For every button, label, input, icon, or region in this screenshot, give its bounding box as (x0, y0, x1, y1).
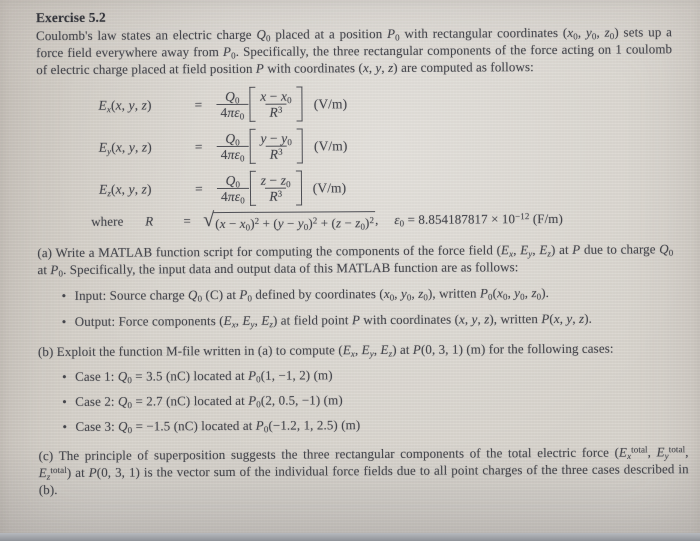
radical-sign: √ (203, 209, 215, 232)
left-bracket (249, 87, 255, 122)
fraction-denominator: $4\pi\varepsilon_0$ (217, 188, 249, 204)
equation-row-ez (99, 167, 671, 207)
part-b-paragraph: (b) Exploit the function M-file written in (a) to compute ($E_x$, $E_y$, $E_z$) at P(0, 3, 1) (m) for the following cases: (37, 340, 614, 359)
equation-lhs: $E_z(x$, y, z) (98, 180, 152, 198)
bullet-icon: • (62, 393, 67, 409)
case-item-3 (62, 414, 672, 435)
inner-fraction (256, 89, 296, 120)
bullet-icon: • (61, 313, 67, 329)
equals-sign: = (195, 180, 203, 196)
equation-lhs: $E_x(x$, y, z) (98, 96, 152, 114)
inner-fraction (257, 173, 295, 204)
fraction-numerator: $x - x_0$ (260, 88, 292, 106)
where-definition-row (91, 209, 671, 232)
epsilon-definition: $\varepsilon_0 = 8.854187817 \times 10^{-12}$ (F/m) (394, 210, 563, 229)
exercise-title: Exercise 5.2 (35, 9, 106, 26)
part-b-cases (38, 364, 672, 435)
bullet-icon: • (62, 368, 67, 384)
right-bracket (296, 171, 302, 206)
fraction-numerator: $y - y_0$ (260, 130, 292, 148)
case-item-1 (62, 364, 672, 385)
fraction-denominator: $R^3$ (265, 104, 286, 120)
unit-label: (V/m) (312, 179, 347, 195)
unit-label: (V/m) (313, 95, 348, 111)
right-bracket (297, 87, 303, 122)
bullet-text: Input: Source charge $Q_0$ (C) at $P_0$ defined by coordinates ($x_0$, $y_0$, $z_0$), written $P_0(x_0$, $y_0$, $z_0$). (74, 284, 550, 304)
paper-bottom-edge (0, 533, 700, 541)
part-c-paragraph: (c) The principle of superposition suggests the three rectangular components of the total electric force ($E_x^{total}$, $E_y^{total}$, $E_z^{total}$) at P(0, 3, 1) is the vector sum of the individual force fields due to all point charges of the three cases described in (b). (38, 443, 689, 497)
left-bracket (250, 171, 256, 206)
part-a-paragraph: (a) Write a MATLAB function script for computing the components of the force field ($E_x$, $E_y$, $E_z$) at P due to charge $Q_0$ at $P_0$. Specifically, the input data and output data of this MATLAB function are as follows: (37, 240, 674, 279)
intro-paragraph: Coulomb's law states an electric charge $Q_0$ placed at a position $P_0$ with rectangular coordinates ($x_0$, $y_0$, $z_0$) sets up a force field everywhere away from $P_0$. Specifically, the three rectangular components of the force acting on 1 coulomb of electric charge placed at field position P with coordinates (x, y, z) are computed as follows: (35, 24, 673, 78)
coefficient-fraction (217, 131, 249, 162)
radicand: $(x - x_0)^2 + (y - y_0)^2 + (z - z_0)^2$ (213, 211, 375, 231)
equation-row-ey (99, 125, 671, 165)
inner-fraction (256, 131, 296, 162)
bullet-item-output (62, 309, 672, 330)
fraction-denominator: $4\pi\varepsilon_0$ (217, 146, 249, 162)
fraction-numerator: $z - z_0$ (260, 172, 291, 190)
equation-row-ex (98, 83, 670, 123)
equations-block (91, 83, 671, 232)
part-a-bullets (38, 283, 672, 330)
fraction-denominator: $4\pi\varepsilon_0$ (216, 104, 248, 120)
fraction-numerator: $Q_0$ (225, 130, 240, 148)
fraction-denominator: $R^3$ (266, 146, 287, 162)
bullet-text: Output: Force components ($E_x$, $E_y$, $E_z$) at field point P with coordinates (x, y, z), written P(x, y, z). (74, 310, 592, 329)
equation-lhs: $E_y(x$, y, z) (98, 138, 152, 156)
bullet-icon: • (61, 287, 67, 303)
equals-sign: = (194, 138, 203, 154)
case-text: Case 1: $Q_0 = 3.5$ (nC) located at $P_0(1$, −1, 2) (m) (75, 366, 333, 385)
right-bracket (297, 129, 303, 164)
fraction-numerator: $Q_0$ (225, 172, 241, 190)
bullet-item-input (62, 283, 672, 304)
case-text: Case 3: $Q_0 = -1.5$ (nC) located at $P_0(-1.2$, 1, 2.5) (m) (75, 416, 361, 435)
square-root-expression (203, 211, 375, 232)
coefficient-fraction (217, 173, 249, 204)
unit-label: (V/m) (313, 137, 348, 153)
bullet-icon: • (62, 418, 68, 434)
equals-sign: = (194, 96, 203, 112)
case-text: Case 2: $Q_0 = 2.7$ (nC) located at $P_0(2$, 0.5, −1) (m) (75, 391, 343, 410)
case-item-2 (62, 389, 672, 410)
where-label: where (91, 213, 124, 229)
coefficient-fraction (216, 89, 248, 120)
equals-sign: = (183, 213, 191, 229)
left-bracket (249, 129, 255, 164)
fraction-denominator: $R^3$ (265, 188, 286, 204)
fraction-numerator: $Q_0$ (225, 88, 240, 106)
r-symbol: R (145, 213, 154, 229)
comma: , (374, 212, 379, 228)
